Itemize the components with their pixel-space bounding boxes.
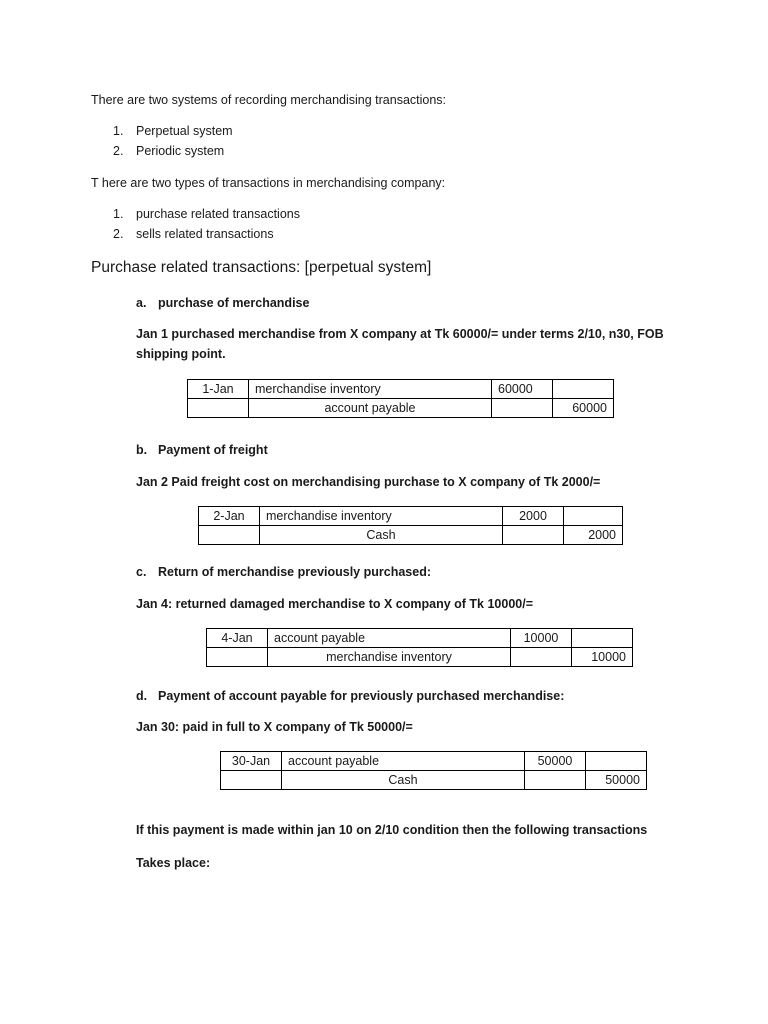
item-label: c. [136, 565, 147, 579]
list-item: Perpetual system [136, 124, 233, 138]
credit-cell [564, 507, 623, 526]
list-number: 2. [113, 227, 124, 241]
journal-table [187, 379, 614, 418]
debit-cell: 60000 [492, 380, 553, 399]
list-number: 2. [113, 144, 124, 158]
credit-cell [572, 629, 633, 648]
item-title: Return of merchandise previously purchased: [158, 565, 431, 579]
account-cell: merchandise inventory [268, 648, 511, 667]
intro-systems: There are two systems of recording merchandising transactions: [91, 93, 447, 107]
table-row [221, 752, 647, 771]
item-title: Payment of account payable for previously purchased merchandise: [158, 689, 565, 703]
item-description: Jan 30: paid in full to X company of Tk 50000/= [136, 720, 413, 734]
table-row [199, 526, 623, 545]
debit-cell: 50000 [525, 752, 586, 771]
debit-cell [492, 399, 553, 418]
debit-cell: 2000 [503, 507, 564, 526]
date-cell [207, 648, 268, 667]
account-cell: account payable [282, 752, 525, 771]
list-item: sells related transactions [136, 227, 274, 241]
list-number: 1. [113, 207, 124, 221]
date-cell: 4-Jan [207, 629, 268, 648]
account-cell: Cash [282, 771, 525, 790]
item-title: purchase of merchandise [158, 296, 310, 310]
debit-cell [503, 526, 564, 545]
table-row [199, 507, 623, 526]
credit-cell [553, 380, 614, 399]
item-label: a. [136, 296, 147, 310]
closing-line-2: Takes place: [136, 856, 211, 870]
date-cell: 2-Jan [199, 507, 260, 526]
debit-cell: 10000 [511, 629, 572, 648]
credit-cell: 60000 [553, 399, 614, 418]
table-row [207, 648, 633, 667]
credit-cell: 50000 [586, 771, 647, 790]
date-cell [199, 526, 260, 545]
item-description: Jan 1 purchased merchandise from X company at Tk 60000/= under terms 2/10, n30, FOB [136, 327, 664, 341]
account-cell: Cash [260, 526, 503, 545]
item-title: Payment of freight [158, 443, 268, 457]
table-row [188, 380, 614, 399]
journal-table [220, 751, 647, 790]
account-cell: merchandise inventory [260, 507, 503, 526]
item-label: b. [136, 443, 148, 457]
account-cell: merchandise inventory [249, 380, 492, 399]
item-description: Jan 2 Paid freight cost on merchandising purchase to X company of Tk 2000/= [136, 475, 601, 489]
account-cell: account payable [249, 399, 492, 418]
section-heading: Purchase related transactions: [perpetual system] [91, 259, 432, 276]
debit-cell [511, 648, 572, 667]
credit-cell: 10000 [572, 648, 633, 667]
closing-line: If this payment is made within jan 10 on 2/10 condition then the following transactions [136, 823, 648, 837]
item-description: Jan 4: returned damaged merchandise to X company of Tk 10000/= [136, 597, 534, 611]
credit-cell: 2000 [564, 526, 623, 545]
item-description: shipping point. [136, 347, 226, 361]
table-row [221, 771, 647, 790]
date-cell [188, 399, 249, 418]
list-item: purchase related transactions [136, 207, 300, 221]
date-cell: 30-Jan [221, 752, 282, 771]
account-cell: account payable [268, 629, 511, 648]
credit-cell [586, 752, 647, 771]
date-cell: 1-Jan [188, 380, 249, 399]
debit-cell [525, 771, 586, 790]
table-row [188, 399, 614, 418]
table-row [207, 629, 633, 648]
intro-types: T here are two types of transactions in merchandising company: [91, 176, 446, 190]
journal-table [206, 628, 633, 667]
list-number: 1. [113, 124, 124, 138]
list-item: Periodic system [136, 144, 225, 158]
date-cell [221, 771, 282, 790]
item-label: d. [136, 689, 148, 703]
journal-table [198, 506, 623, 545]
